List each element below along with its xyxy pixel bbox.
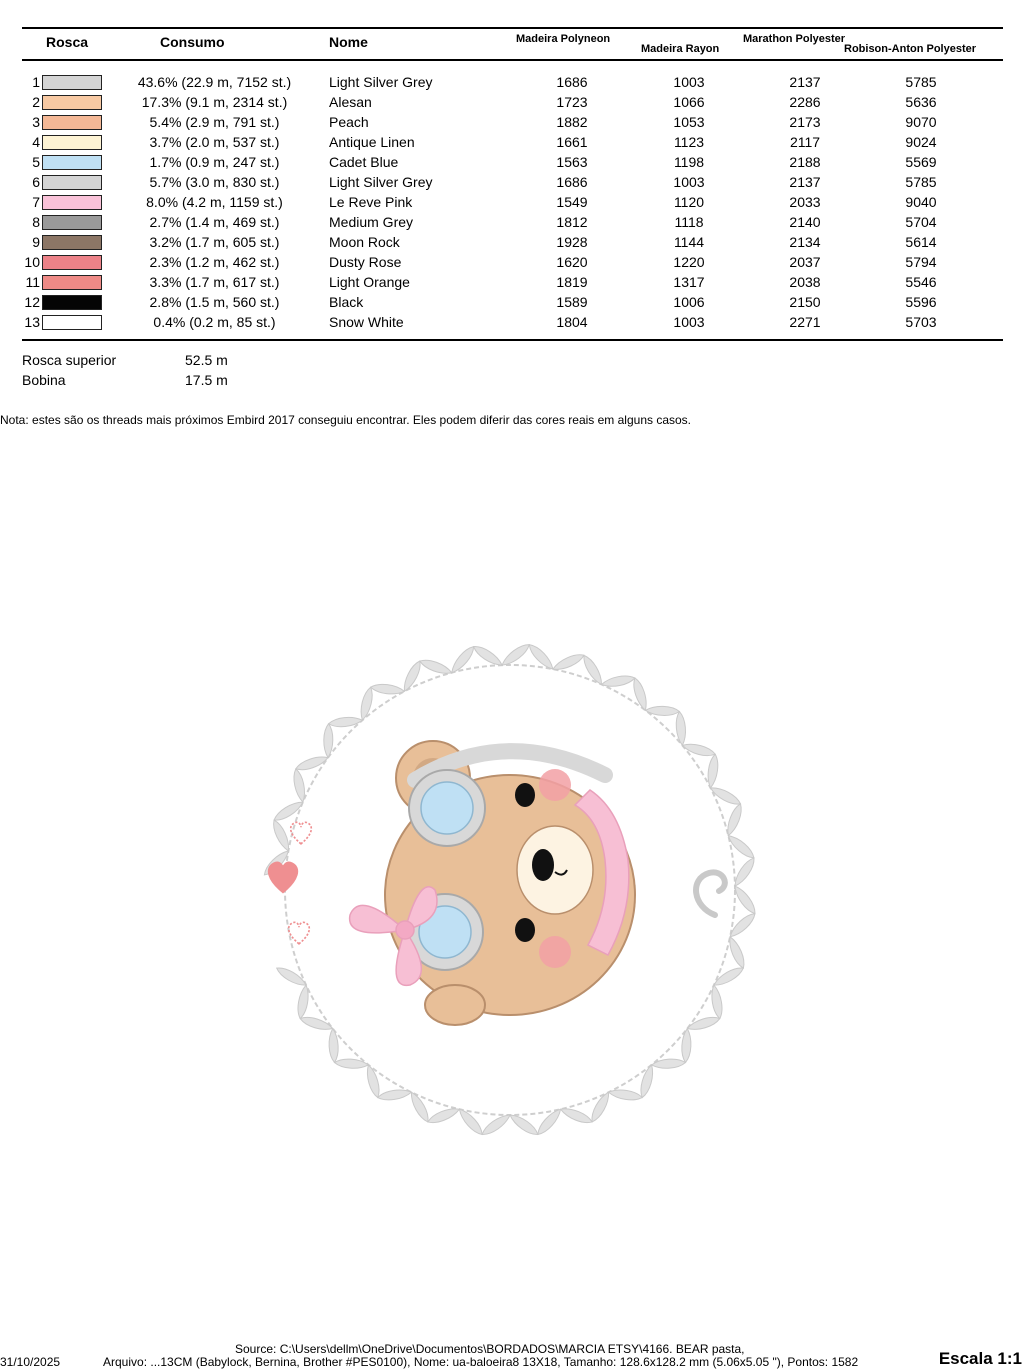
thread-consumption: 3.2% (1.7 m, 605 st.) xyxy=(149,234,280,250)
footer-date: 31/10/2025 xyxy=(0,1355,61,1369)
wreath-leaf xyxy=(324,724,334,758)
bear-cheek-bottom xyxy=(539,936,571,968)
table-row xyxy=(0,72,1024,92)
madeira-polyneon-code: 1812 xyxy=(556,214,588,230)
marathon-code: 2137 xyxy=(789,174,821,190)
madeira-rayon-code: 1006 xyxy=(673,294,705,310)
color-swatch xyxy=(42,315,102,330)
wreath-leaf xyxy=(709,984,724,1019)
color-swatch xyxy=(42,175,102,190)
goggle-lens-top xyxy=(421,782,473,834)
table-row xyxy=(0,232,1024,252)
color-swatch xyxy=(42,215,102,230)
wreath-leaf xyxy=(638,1064,656,1099)
madeira-rayon-code: 1120 xyxy=(673,194,705,210)
thread-index: 4 xyxy=(32,134,40,150)
table-top-rule xyxy=(22,27,1003,29)
color-swatch xyxy=(42,235,102,250)
table-header-rule xyxy=(22,59,1003,61)
color-swatch xyxy=(42,95,102,110)
wreath-leaf xyxy=(706,754,720,789)
madeira-polyneon-code: 1661 xyxy=(556,134,588,150)
footer-file-info: Arquivo: ...13CM (Babylock, Bernina, Brother #PES0100), Nome: ua-baloeira8 13X18, Tamanho: 128.6x128.2 mm (5.06x5.05 "), Pontos: 1582 xyxy=(103,1355,859,1369)
thread-name: Cadet Blue xyxy=(329,154,399,170)
bobina-label: Bobina xyxy=(22,372,66,388)
madeira-polyneon-code: 1819 xyxy=(556,274,588,290)
thread-name: Black xyxy=(329,294,364,310)
bear-muzzle xyxy=(517,826,593,914)
table-row xyxy=(0,132,1024,152)
madeira-polyneon-code: 1804 xyxy=(556,314,588,330)
marathon-code: 2140 xyxy=(789,214,821,230)
embroidery-design-preview xyxy=(255,640,765,1140)
madeira-rayon-code: 1003 xyxy=(673,74,705,90)
thread-name: Antique Linen xyxy=(329,134,415,150)
thread-consumption: 2.8% (1.5 m, 560 st.) xyxy=(149,294,280,310)
table-row xyxy=(0,112,1024,132)
thread-name: Peach xyxy=(329,114,369,130)
wreath-leaf xyxy=(328,716,363,729)
footer-scale: Escala 1:1 xyxy=(938,1349,1022,1368)
thread-name: Snow White xyxy=(329,314,404,330)
color-swatch xyxy=(42,195,102,210)
bear-ear-bottom xyxy=(425,985,485,1025)
thread-index: 5 xyxy=(32,154,40,170)
thread-consumption: 2.7% (1.4 m, 469 st.) xyxy=(149,214,280,230)
robison-anton-code: 5703 xyxy=(905,314,937,330)
bow-knot xyxy=(396,921,414,939)
marathon-code: 2188 xyxy=(789,154,821,170)
color-swatch xyxy=(42,255,102,270)
madeira-polyneon-code: 1549 xyxy=(556,194,588,210)
thread-index: 10 xyxy=(24,254,40,270)
robison-anton-code: 5569 xyxy=(905,154,937,170)
color-swatch xyxy=(42,75,102,90)
wreath-leaf xyxy=(608,1088,643,1102)
wreath-leaf xyxy=(407,1090,431,1124)
table-row xyxy=(0,312,1024,332)
header-marathon-polyester: Marathon Polyester xyxy=(743,33,846,45)
robison-anton-code: 5546 xyxy=(905,274,937,290)
thread-consumption: 0.4% (0.2 m, 85 st.) xyxy=(153,314,276,330)
madeira-polyneon-code: 1589 xyxy=(556,294,588,310)
marathon-code: 2134 xyxy=(789,234,821,250)
color-swatch xyxy=(42,115,102,130)
header-rosca: Rosca xyxy=(46,34,89,50)
marathon-code: 2286 xyxy=(789,94,821,110)
wreath-leaf xyxy=(270,818,293,853)
table-row xyxy=(0,212,1024,232)
table-row xyxy=(0,152,1024,172)
header-consumo: Consumo xyxy=(160,34,225,50)
robison-anton-code: 5596 xyxy=(905,294,937,310)
thread-consumption: 5.7% (3.0 m, 830 st.) xyxy=(149,174,280,190)
madeira-rayon-code: 1053 xyxy=(673,114,705,130)
madeira-rayon-code: 1123 xyxy=(673,134,705,150)
bear-face xyxy=(350,741,635,1025)
thread-index: 3 xyxy=(32,114,40,130)
madeira-polyneon-code: 1928 xyxy=(556,234,588,250)
madeira-polyneon-code: 1686 xyxy=(556,174,588,190)
thread-consumption: 8.0% (4.2 m, 1159 st.) xyxy=(146,194,283,210)
marathon-code: 2173 xyxy=(789,114,821,130)
thread-index: 1 xyxy=(32,74,40,90)
color-swatch xyxy=(42,295,102,310)
bobina-value: 17.5 m xyxy=(185,372,228,388)
marathon-code: 2037 xyxy=(789,254,821,270)
robison-anton-code: 5794 xyxy=(905,254,937,270)
marathon-code: 2271 xyxy=(789,314,821,330)
wreath-leaf xyxy=(686,1014,721,1033)
madeira-polyneon-code: 1686 xyxy=(556,74,588,90)
thread-name: Alesan xyxy=(329,94,372,110)
thread-consumption: 43.6% (22.9 m, 7152 st.) xyxy=(137,74,292,90)
table-row xyxy=(0,272,1024,292)
madeira-polyneon-code: 1882 xyxy=(556,114,588,130)
robison-anton-code: 5704 xyxy=(905,214,937,230)
header-robison-anton: Robison-Anton Polyester xyxy=(844,43,977,55)
header-nome: Nome xyxy=(329,34,368,50)
wreath-leaf xyxy=(328,1028,339,1062)
table-row xyxy=(0,92,1024,112)
robison-anton-code: 5785 xyxy=(905,174,937,190)
robison-anton-code: 9070 xyxy=(905,114,937,130)
thread-index: 8 xyxy=(32,214,40,230)
marathon-code: 2137 xyxy=(789,74,821,90)
robison-anton-code: 5636 xyxy=(905,94,937,110)
wreath-leaf xyxy=(675,711,687,746)
marathon-code: 2117 xyxy=(789,134,821,150)
thread-consumption: 2.3% (1.2 m, 462 st.) xyxy=(149,254,280,270)
wreath-leaf xyxy=(418,657,453,677)
madeira-rayon-code: 1198 xyxy=(673,154,705,170)
color-swatch xyxy=(42,155,102,170)
thread-name: Light Silver Grey xyxy=(329,74,433,90)
thread-name: Moon Rock xyxy=(329,234,400,250)
madeira-rayon-code: 1066 xyxy=(673,94,705,110)
thread-index: 11 xyxy=(25,274,40,290)
thread-name: Light Orange xyxy=(329,274,410,290)
table-row xyxy=(0,292,1024,312)
bear-cheek-top xyxy=(539,769,571,801)
thread-consumption: 1.7% (0.9 m, 247 st.) xyxy=(149,154,280,170)
bear-eye-bottom xyxy=(515,918,535,942)
thread-name: Dusty Rose xyxy=(329,254,402,270)
thread-name: Light Silver Grey xyxy=(329,174,433,190)
madeira-polyneon-code: 1563 xyxy=(556,154,588,170)
wreath-leaf xyxy=(400,659,423,693)
robison-anton-code: 5785 xyxy=(905,74,937,90)
thread-consumption: 17.3% (9.1 m, 2314 st.) xyxy=(141,94,288,110)
heart-icon xyxy=(269,863,297,892)
thread-name: Le Reve Pink xyxy=(329,194,413,210)
thread-index: 2 xyxy=(32,94,40,110)
thread-note: Nota: estes são os threads mais próximos Embird 2017 conseguiu encontrar. Eles podem diferir das cores reais em alguns casos. xyxy=(0,413,692,427)
marathon-code: 2033 xyxy=(789,194,821,210)
bear-nose xyxy=(532,849,554,881)
wreath-leaf xyxy=(480,1111,513,1138)
bear-eye-top xyxy=(515,783,535,807)
thread-name: Medium Grey xyxy=(329,214,414,230)
madeira-rayon-code: 1118 xyxy=(674,214,704,230)
robison-anton-code: 5614 xyxy=(905,234,937,250)
table-row xyxy=(0,252,1024,272)
header-madeira-polyneon: Madeira Polyneon xyxy=(516,33,611,45)
color-swatch xyxy=(42,275,102,290)
madeira-rayon-code: 1144 xyxy=(673,234,705,250)
thread-index: 7 xyxy=(32,194,40,210)
thread-consumption: 3.7% (2.0 m, 537 st.) xyxy=(149,134,280,150)
madeira-polyneon-code: 1723 xyxy=(556,94,588,110)
rosca-superior-label: Rosca superior xyxy=(22,352,117,368)
marathon-code: 2038 xyxy=(789,274,821,290)
thread-index: 6 xyxy=(32,174,40,190)
heart-icon xyxy=(289,922,310,943)
wreath-leaf xyxy=(601,674,636,689)
marathon-code: 2150 xyxy=(789,294,821,310)
madeira-rayon-code: 1220 xyxy=(673,254,705,270)
madeira-rayon-code: 1317 xyxy=(673,274,705,290)
robison-anton-code: 9040 xyxy=(905,194,937,210)
color-swatch xyxy=(42,135,102,150)
madeira-rayon-code: 1003 xyxy=(673,314,705,330)
thread-consumption: 5.4% (2.9 m, 791 st.) xyxy=(149,114,280,130)
robison-anton-code: 9024 xyxy=(905,134,937,150)
thread-index: 13 xyxy=(24,314,40,330)
thread-index: 12 xyxy=(24,294,40,310)
footer-source: Source: C:\Users\dellm\OneDrive\Documentos\BORDADOS\MARCIA ETSY\4166. BEAR pasta, xyxy=(235,1342,745,1356)
table-bottom-rule xyxy=(22,339,1003,341)
thread-index: 9 xyxy=(32,234,40,250)
thread-consumption: 3.3% (1.7 m, 617 st.) xyxy=(149,274,280,290)
rosca-superior-value: 52.5 m xyxy=(185,352,228,368)
madeira-rayon-code: 1003 xyxy=(673,174,705,190)
madeira-polyneon-code: 1620 xyxy=(556,254,588,270)
table-row xyxy=(0,172,1024,192)
wreath-leaf xyxy=(631,677,650,712)
header-madeira-rayon: Madeira Rayon xyxy=(641,43,720,55)
wreath-leaf xyxy=(681,741,716,758)
wreath-leaf xyxy=(471,643,504,669)
wreath-swirl xyxy=(696,872,725,915)
table-row xyxy=(0,192,1024,212)
